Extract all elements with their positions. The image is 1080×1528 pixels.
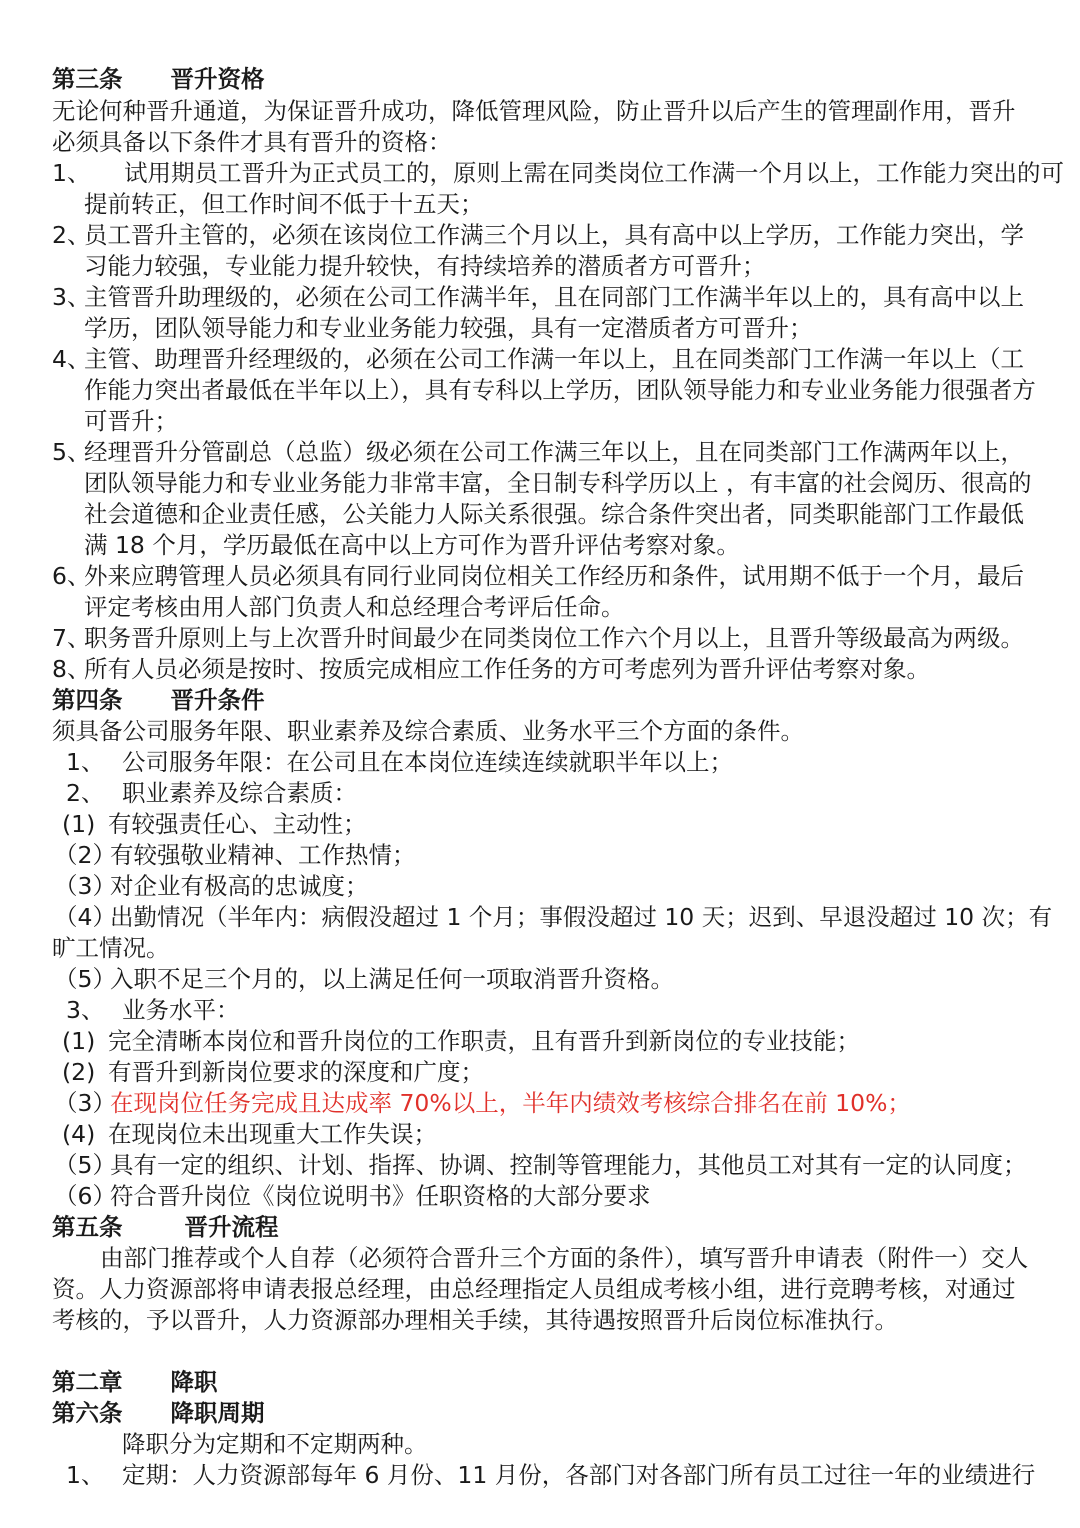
paragraph-line: 由部门推荐或个人自荐（必须符合晋升三个方面的条件），填写晋升申请表（附件一）交人: [100, 1244, 1029, 1272]
line-number: （5）: [54, 1151, 116, 1179]
sub-item-number: 1、: [66, 748, 105, 776]
numbered-line: （5）具有一定的组织、计划、指挥、协调、控制等管理能力，其他员工对其有一定的认同度；: [54, 1151, 1027, 1179]
numbered-line: [54, 1088, 1040, 1119]
paragraph-line: 须具备公司服务年限、职业素养及综合素质、业务水平三个方面的条件。: [52, 717, 804, 745]
article-4-heading: [52, 685, 1040, 716]
sub-item-number: 1、: [66, 1461, 105, 1489]
paragraph-line: 必须具备以下条件才具有晋升的资格：: [52, 128, 452, 156]
line-number: (1): [62, 1027, 96, 1055]
list-item: 2、员工晋升主管的，必须在该岗位工作满三个月以上，具有高中以上学历，工作能力突出，学: [52, 221, 1024, 249]
list-item-number: 4、: [52, 345, 91, 373]
line-number: (4): [62, 1120, 96, 1148]
article-title: 晋升条件: [170, 686, 265, 714]
list-item-continuation: 习能力较强，专业能力提升较快，有持续培养的潜质者方可晋升；: [84, 252, 766, 280]
paragraph-line: 考核的，予以晋升，人力资源部办理相关手续，其待遇按照晋升后岗位标准执行。: [52, 1306, 898, 1334]
list-item: 7、职务晋升原则上与上次晋升时间最少在同类岗位工作六个月以上，且晋升等级最高为两级。: [52, 624, 1024, 652]
article-number: 第四条: [52, 686, 123, 714]
numbered-line: （2）有较强敬业精神、工作热情；: [54, 841, 416, 869]
list-item: 5、经理晋升分管副总（总监）级必须在公司工作满三年以上，且在同类部门工作满两年以上，: [52, 438, 1024, 466]
article-number: 第五条: [52, 1213, 123, 1241]
list-item-continuation: 满 18 个月，学历最低在高中以上方可作为晋升评估考察对象。: [84, 531, 740, 559]
list-item-number: 8、: [52, 655, 91, 683]
sub-item: 3、 业务水平：: [66, 996, 240, 1024]
line-number: （3）: [54, 872, 116, 900]
list-item-continuation: 团队领导能力和专业业务能力非常丰富，全日制专科学历以上 ，有丰富的社会阅历、很高的: [84, 469, 1032, 497]
line-number: (1): [62, 810, 96, 838]
numbered-line: (4) 在现岗位未出现重大工作失误；: [62, 1120, 437, 1148]
sub-item: 2、 职业素养及综合素质：: [66, 779, 357, 807]
article-5-heading: [52, 1212, 1040, 1243]
paragraph-line: 无论何种晋升通道，为保证晋升成功，降低管理风险，防止晋升以后产生的管理副作用，晋升: [52, 97, 1016, 125]
line-number: （5）: [54, 965, 116, 993]
paragraph-line: 资。人力资源部将申请表报总经理，由总经理指定人员组成考核小组，进行竞聘考核，对通过: [52, 1275, 1016, 1303]
article-6-heading: [52, 1398, 1040, 1429]
sub-item: 1、 公司服务年限：在公司且在本岗位连续连续就职半年以上；: [66, 748, 733, 776]
sub-item-number: 2、: [66, 779, 105, 807]
list-item: 8、所有人员必须是按时、按质完成相应工作任务的方可考虑列为晋升评估考察对象。: [52, 655, 930, 683]
numbered-line: (1) 有较强责任心、主动性；: [62, 810, 367, 838]
list-item: 3、主管晋升助理级的，必须在公司工作满半年，且在同部门工作满半年以上的，具有高中以上: [52, 283, 1024, 311]
list-item-number: 2、: [52, 221, 91, 249]
numbered-line: (2) 有晋升到新岗位要求的深度和广度；: [62, 1058, 484, 1086]
list-item-number: 1、: [52, 159, 91, 187]
line-number: (2): [62, 1058, 96, 1086]
numbered-line-continuation: 旷工情况。: [52, 934, 170, 962]
numbered-line: （3）对企业有极高的忠诚度；: [54, 872, 369, 900]
article-3-heading: [52, 64, 1040, 95]
line-number: （3）: [54, 1089, 116, 1117]
list-item-continuation: 作能力突出者最低在半年以上），具有专科以上学历，团队领导能力和专业业务能力很强者方: [84, 376, 1036, 404]
sub-item-number: 3、: [66, 996, 105, 1024]
list-item-number: 3、: [52, 283, 91, 311]
line-number: （6）: [54, 1182, 116, 1210]
line-number: （4）: [54, 903, 116, 931]
numbered-line: (1) 完全清晰本岗位和晋升岗位的工作职责，且有晋升到新岗位的专业技能；: [62, 1027, 860, 1055]
list-item: 1、 试用期员工晋升为正式员工的，原则上需在同类岗位工作满一个月以上，工作能力突出的可: [52, 159, 1064, 187]
chapter-number: 第二章: [52, 1368, 123, 1396]
list-item-number: 7、: [52, 624, 91, 652]
article-title: 晋升资格: [170, 65, 265, 93]
list-item: 4、主管、助理晋升经理级的，必须在公司工作满一年以上，且在同类部门工作满一年以上（工: [52, 345, 1024, 373]
article-title: 晋升流程: [184, 1213, 279, 1241]
list-item-continuation: 可晋升；: [84, 407, 178, 435]
list-item-number: 6、: [52, 562, 91, 590]
sub-item: 1、 定期：人力资源部每年 6 月份、11 月份，各部门对各部门所有员工过往一年的业绩进行: [66, 1461, 1036, 1489]
list-item-continuation: 学历，团队领导能力和专业业务能力较强，具有一定潜质者方可晋升；: [84, 314, 813, 342]
article-title: 降职周期: [170, 1399, 265, 1427]
chapter-2-heading: [52, 1367, 1040, 1398]
list-item: 6、外来应聘管理人员必须具有同行业同岗位相关工作经历和条件，试用期不低于一个月，最后: [52, 562, 1024, 590]
highlighted-text: 在现岗位任务完成且达成率 70%以上，半年内绩效考核综合排名在前 10%；: [110, 1089, 911, 1117]
article-number: 第三条: [52, 65, 123, 93]
list-item-continuation: 提前转正，但工作时间不低于十五天；: [84, 190, 484, 218]
chapter-title: 降职: [170, 1368, 218, 1396]
line-number: （2）: [54, 841, 116, 869]
numbered-line: （6）符合晋升岗位《岗位说明书》任职资格的大部分要求: [54, 1182, 651, 1210]
list-item-continuation: 社会道德和企业责任感，公关能力人际关系很强。综合条件突出者，同类职能部门工作最低: [84, 500, 1024, 528]
numbered-line: （4）出勤情况（半年内：病假没超过 1 个月；事假没超过 10 天；迟到、早退没超过 10 次；有: [54, 903, 1053, 931]
list-item-continuation: 评定考核由用人部门负责人和总经理合考评后任命。: [84, 593, 625, 621]
numbered-line: （5）入职不足三个月的，以上满足任何一项取消晋升资格。: [54, 965, 674, 993]
article-number: 第六条: [52, 1399, 123, 1427]
list-item-number: 5、: [52, 438, 91, 466]
paragraph-line: 降职分为定期和不定期两种。: [122, 1430, 428, 1458]
